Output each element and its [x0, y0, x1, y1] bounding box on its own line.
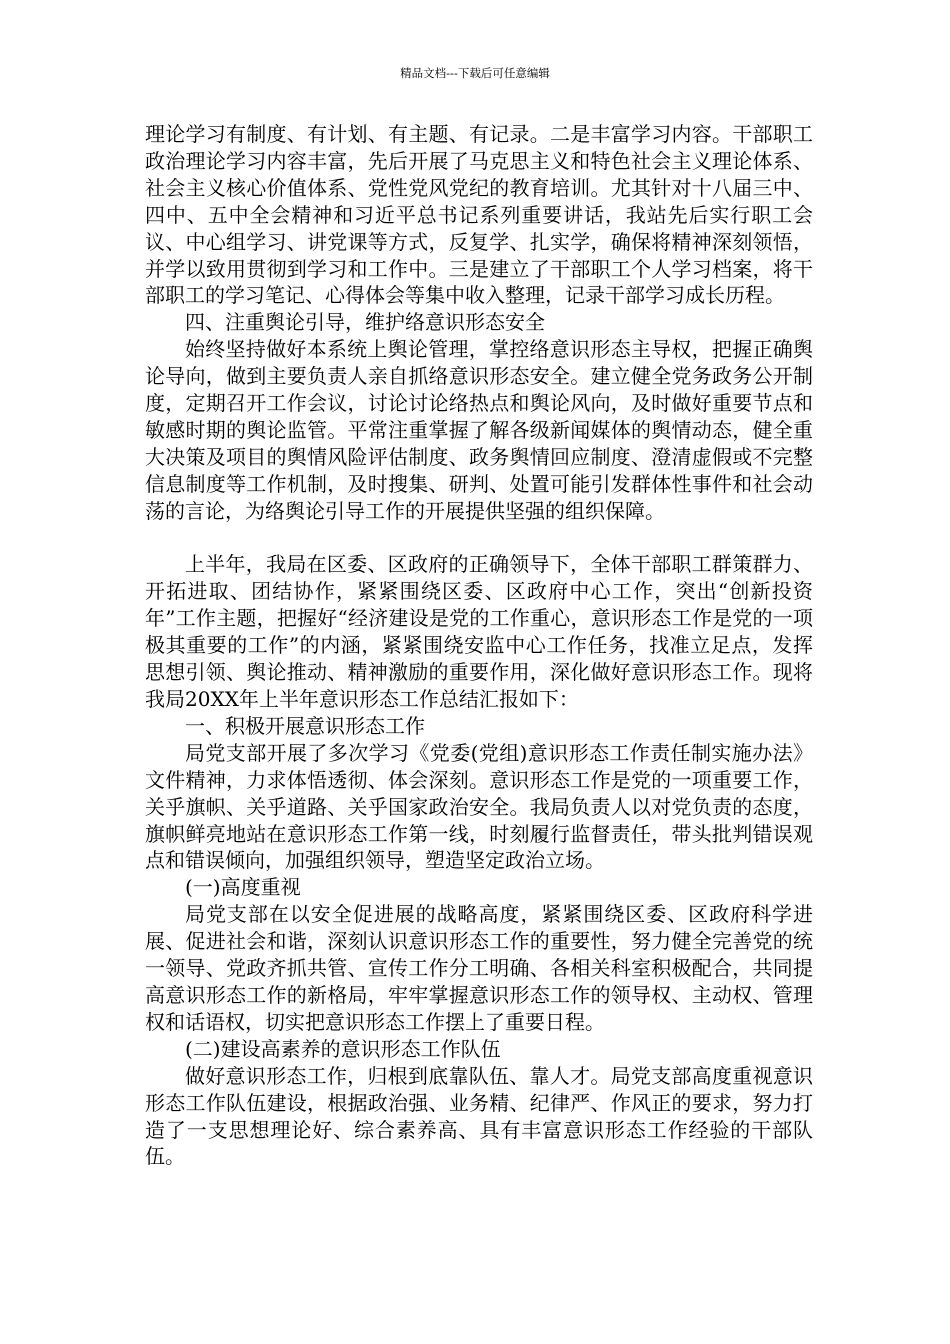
page-header: 精品文档---下载后可任意编辑: [400, 66, 550, 80]
subsection-heading: (二)建设高素养的意识形态工作队伍: [185, 1036, 501, 1061]
paragraph: 局党支部在以安全促进展的战略高度，紧紧围绕区委、区政府科学进展、促进社会和谐，深刻认识意识形态工作的重要性，努力健全完善党的统一领导、党政齐抓共管、宣传工作分工明确、各相关科室积极配合，共同提高意识形态工作的新格局，牢牢掌握意识形态工作的领导权、主动权、管理权和话语权，切实把意识形态工作摆上了重要日程。: [145, 902, 813, 1034]
document-body: [145, 121, 813, 1170]
subsection-heading: (一)高度重视: [185, 875, 301, 900]
paragraph: 做好意识形态工作，归根到底靠队伍、靠人才。局党支部高度重视意识形态工作队伍建设，根据政治强、业务精、纪律严、作风正的要求，努力打造了一支思想理论好、综合素养高、具有丰富意识形态工作经验的干部队伍。: [145, 1063, 813, 1169]
paragraph: 始终坚持做好本系统上舆论管理，掌控络意识形态主导权，把握正确舆论导向，做到主要负责人亲自抓络意识形态安全。建立健全党务政务公开制度，定期召开工作会议，讨论讨论络热点和舆论风向，及时做好重要节点和敏感时期的舆论监管。平常注重掌握了解各级新闻媒体的舆情动态，健全重大决策及项目的舆情风险评估制度、政务舆情回应制度、澄清虚假或不完整信息制度等工作机制，及时搜集、研判、处置可能引发群体性事件和社会动荡的言论，为络舆论引导工作的开展提供坚强的组织保障。: [145, 337, 813, 523]
section-heading: 一、积极开展意识形态工作: [185, 713, 425, 738]
paragraph: 上半年，我局在区委、区政府的正确领导下，全体干部职工群策群力、开拓进取、团结协作，紧紧围绕区委、区政府中心工作，突出“创新投资年”工作主题，把握好“经济建设是党的工作重心，意识形态工作是党的一项极其重要的工作”的内涵，紧紧围绕安监中心工作任务，找准立足点，发挥思想引领、舆论推动、精神激励的重要作用，深化做好意识形态工作。现将我局20XX年上半年意识形态工作总结汇报如下：: [145, 552, 813, 712]
paragraph-continuation: 理论学习有制度、有计划、有主题、有记录。二是丰富学习内容。干部职工政治理论学习内容丰富，先后开展了马克思主义和特色社会主义理论体系、社会主义核心价值体系、党性党风党纪的教育培训。尤其针对十八届三中、四中、五中全会精神和习近平总书记系列重要讲话，我站先后实行职工会议、中心组学习、讲党课等方式，反复学、扎实学，确保将精神深刻领悟，并学以致用贯彻到学习和工作中。三是建立了干部职工个人学习档案，将干部职工的学习笔记、心得体会等集中收入整理，记录干部学习成长历程。: [145, 122, 813, 308]
section-heading: 四、注重舆论引导，维护络意识形态安全: [185, 310, 545, 335]
paragraph-gap: [145, 525, 813, 552]
paragraph: 局党支部开展了多次学习《党委(党组)意识形态工作责任制实施办法》文件精神，力求体悟透彻、体会深刻。意识形态工作是党的一项重要工作，关乎旗帜、关乎道路、关乎国家政治安全。我局负责人以对党负责的态度，旗帜鲜亮地站在意识形态工作第一线，时刻履行监督责任，带头批判错误观点和错误倾向，加强组织领导，塑造坚定政治立场。: [145, 740, 813, 873]
